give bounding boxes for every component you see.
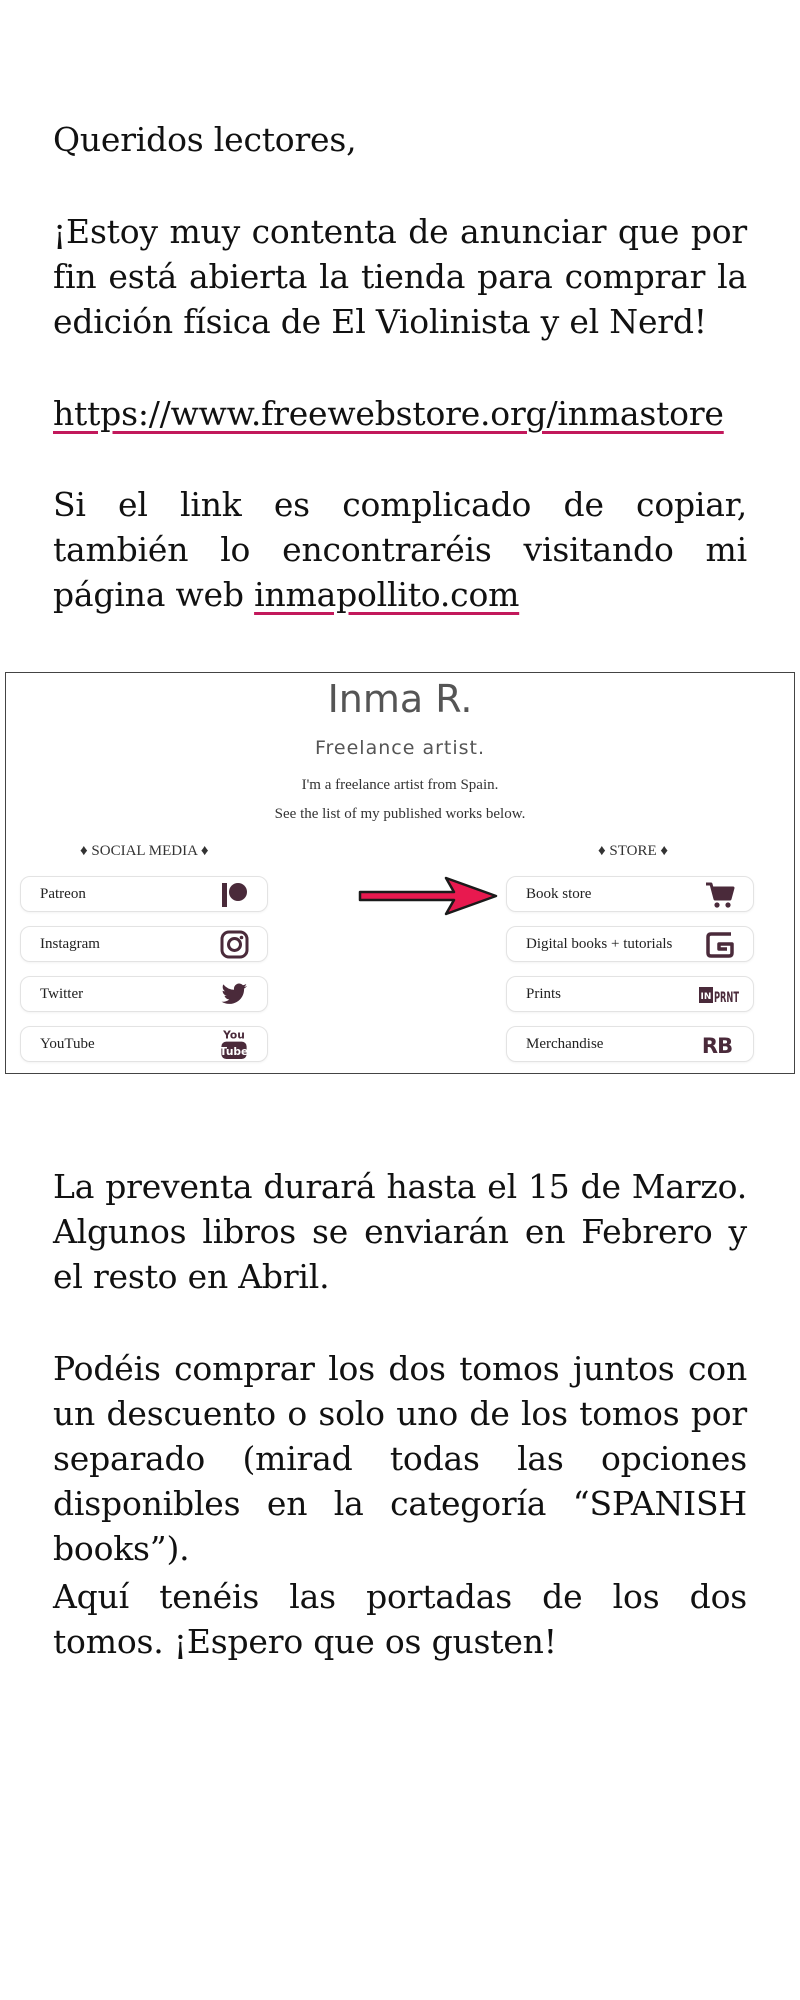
patreon-link-button[interactable] [20, 876, 268, 912]
announcement-text: ¡Estoy muy contenta de anunciar que por fin está abierta la tienda para comprar la edición física de El Violinista y el Nerd! [53, 212, 747, 341]
youtube-link-button[interactable] [20, 1026, 268, 1062]
redbubble-icon-text: RB [701, 1034, 733, 1058]
copy-hint-paragraph [53, 482, 747, 617]
profile-bio-line-1: I'm a freelance artist from Spain. [301, 777, 499, 793]
instagram-link-button[interactable] [20, 926, 268, 962]
greeting-text: Queridos lectores, [53, 120, 357, 159]
youtube-icon-top-text: You [223, 1028, 245, 1042]
book-store-label: Book store [526, 886, 592, 902]
store-link-paragraph [53, 391, 747, 436]
digital-books-link-button[interactable] [506, 926, 754, 962]
pointing-arrow-icon [356, 871, 501, 921]
buy-options-text: Podéis comprar los dos tomos juntos con un descuento o solo uno de los tomos por separado (mirad todas las opciones disponibles en la categoría “SPANISH books”). [53, 1349, 747, 1568]
book-store-link-button[interactable] [506, 876, 754, 912]
instagram-icon [219, 931, 249, 959]
prints-link-button[interactable] [506, 976, 754, 1012]
twitter-label: Twitter [40, 986, 84, 1002]
merchandise-label: Merchandise [526, 1036, 604, 1052]
profile-subtitle: Freelance artist. [314, 737, 486, 759]
instagram-label: Instagram [40, 936, 100, 952]
inprnt-icon [699, 981, 739, 1009]
twitter-link-button[interactable] [20, 976, 268, 1012]
cart-icon [705, 881, 735, 909]
youtube-icon-bottom-text: Tube [219, 1045, 249, 1059]
presale-text: La preventa durará hasta el 15 de Marzo. Algunos libros se enviarán en Febrero y el resto en Abril. [53, 1167, 747, 1296]
website-link[interactable]: inmapollito.com [254, 575, 520, 614]
twitter-icon [219, 981, 249, 1009]
store-heading: ♦ STORE ♦ [598, 843, 669, 859]
patreon-icon [219, 881, 249, 909]
digital-books-label: Digital books + tutorials [526, 936, 673, 952]
inprnt-icon-in-text: IN [700, 992, 712, 1002]
patreon-label: Patreon [40, 886, 86, 902]
youtube-label: YouTube [40, 1036, 95, 1052]
covers-text: Aquí tenéis las portadas de los dos tomos. ¡Espero que os gusten! [53, 1577, 747, 1661]
copy-hint-text: Si el link es complicado de copiar, también lo encontraréis visitando mi página web [53, 485, 747, 614]
merchandise-link-button[interactable] [506, 1026, 754, 1062]
prints-label: Prints [526, 986, 562, 1002]
redbubble-icon [699, 1031, 735, 1059]
store-url-link[interactable]: https://www.freewebstore.org/inmastore [53, 394, 724, 433]
social-media-heading: ♦ SOCIAL MEDIA ♦ [80, 843, 209, 859]
gumroad-icon [705, 931, 735, 959]
youtube-icon [219, 1028, 249, 1061]
profile-bio-line-2: See the list of my published works below. [274, 806, 526, 822]
profile-name: Inma R. [327, 677, 473, 721]
inprnt-icon-prnt-text: PRNT [714, 990, 740, 1006]
profile-screenshot [5, 672, 795, 1074]
